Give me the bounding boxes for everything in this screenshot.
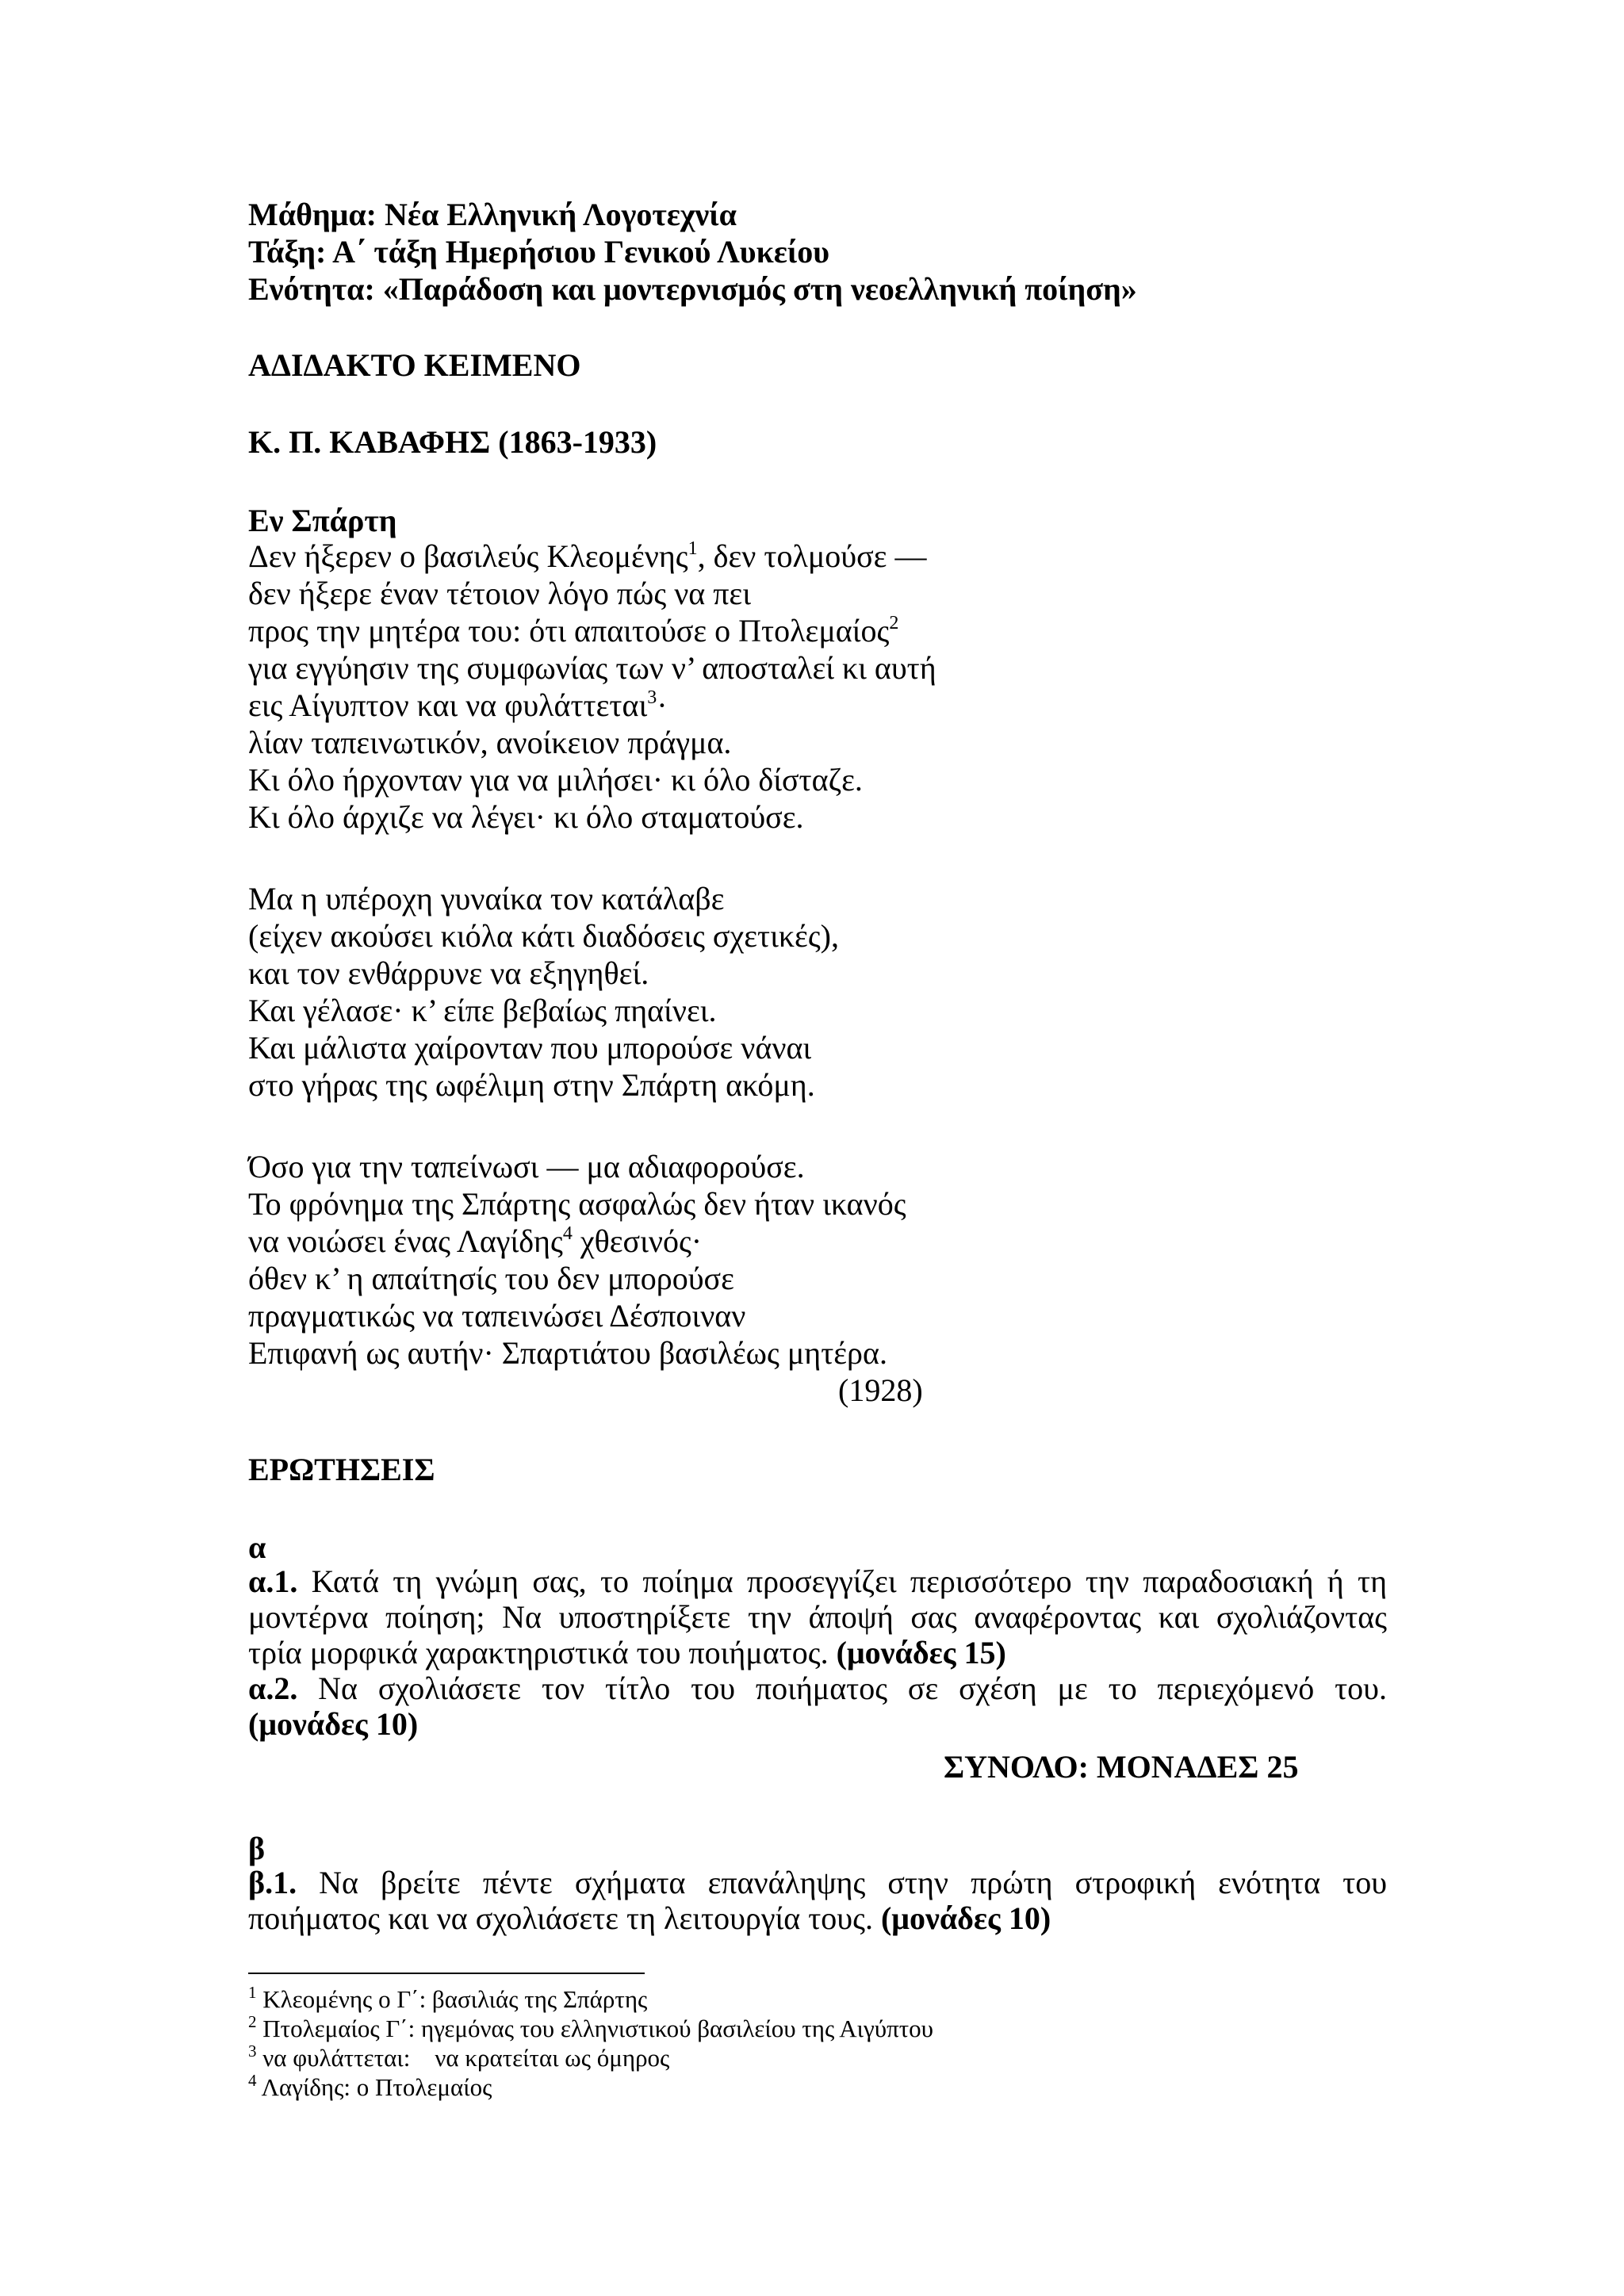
section-b-label: β	[248, 1831, 266, 1866]
question-points: (μονάδες 10)	[880, 1900, 1051, 1936]
question-text: ποιήματος και να σχολιάσετε τη λειτουργία τους.	[248, 1900, 873, 1936]
section-a-label-block	[248, 1529, 1387, 1566]
question-points: (μονάδες 15)	[836, 1635, 1006, 1670]
footnote-ref[interactable]: 3	[647, 687, 657, 708]
section-a-questions	[248, 1563, 1387, 1742]
poem-line: Το φρόνημα της Σπάρτης ασφαλώς δεν ήταν ικανός	[248, 1186, 906, 1222]
question-b1-line2	[248, 1900, 1387, 1936]
subject-line: Μάθημα: Νέα Ελληνική Λογοτεχνία	[248, 197, 737, 232]
poem-date: (1928)	[838, 1372, 923, 1408]
author-heading	[248, 423, 1387, 461]
poem-line-text: ·	[657, 687, 668, 723]
question-number: α.2.	[248, 1670, 298, 1706]
poem-line-text: εις Αίγυπτον και να φυλάττεται	[248, 687, 648, 723]
poem-line: Όσο για την ταπείνωσι — μα αδιαφορούσε.	[248, 1149, 805, 1184]
question-a1-line3	[248, 1635, 1387, 1670]
poem-line: Μα η υπέροχη γυναίκα τον κατάλαβε	[248, 881, 725, 916]
poem-stanza-1	[248, 538, 1387, 836]
footnote-text: να φυλάττεται: να κρατείται ως όμηρος	[262, 2044, 670, 2072]
unseen-title: ΑΔΙΔΑΚΤΟ ΚΕΙΜΕΝΟ	[248, 347, 581, 383]
footnote-number: 4	[248, 2071, 257, 2090]
footnote-text: Λαγίδης: ο Πτολεμαίος	[261, 2073, 492, 2101]
section-b-label-block	[248, 1830, 1387, 1867]
poem-line	[248, 612, 1387, 649]
question-a2-line2	[248, 1706, 1387, 1742]
poem-line: για εγγύησιν της συμφωνίας των ν’ αποσταλεί κι αυτή	[248, 650, 936, 686]
poem-line: στο γήρας της ωφέλιμη στην Σπάρτη ακόμη.	[248, 1067, 815, 1103]
poem-line-text: , δεν τολμούσε —	[697, 538, 927, 574]
poem-line	[248, 538, 1387, 575]
poem-line: και τον ενθάρρυνε να εξηγηθεί.	[248, 955, 649, 991]
poem-stanza-2	[248, 880, 1387, 1104]
questions-heading: ΕΡΩΤΗΣΕΙΣ	[248, 1452, 435, 1487]
footnote-ref[interactable]: 4	[562, 1223, 573, 1244]
question-b1-line1	[248, 1865, 1387, 1900]
footnote-number: 1	[248, 1983, 257, 2002]
poem-stanza-3	[248, 1148, 1387, 1372]
grade-line: Τάξη: Α΄ τάξη Ημερήσιου Γενικού Λυκείου	[248, 234, 830, 270]
poem-line: Επιφανή ως αυτήν· Σπαρτιάτου βασιλέως μητέρα.	[248, 1335, 887, 1371]
poem-line: λίαν ταπεινωτικόν, ανοίκειον πράγμα.	[248, 725, 732, 760]
question-points: (μονάδες 10)	[248, 1706, 419, 1742]
question-text: τρία μορφικά χαρακτηριστικά του ποιήματος.	[248, 1635, 829, 1670]
question-a1-line2: μοντέρνα ποίηση; Να υποστηρίξετε την άποψή σας αναφέροντας και σχολιάζοντας	[248, 1599, 1387, 1635]
footnote-ref[interactable]: 2	[889, 613, 899, 633]
author-name: Κ. Π. ΚΑΒΑΦΗΣ (1863-1933)	[248, 424, 657, 460]
poem-line: Κι όλο άρχιζε να λέγει· κι όλο σταματούσε.	[248, 799, 804, 835]
section-a-total: ΣΥΝΟΛΟ: ΜΟΝΑΔΕΣ 25	[944, 1749, 1299, 1785]
questions-heading-block	[248, 1451, 1387, 1488]
poem-line: όθεν κ’ η απαίτησίς του δεν μπορούσε	[248, 1261, 734, 1296]
question-text: Να σχολιάσετε τον τίτλο του ποιήματος σε σχέση με το περιεχόμενό του.	[318, 1670, 1387, 1706]
footnote-item	[248, 2014, 933, 2043]
footnote-separator	[248, 1973, 645, 1974]
unseen-text-heading	[248, 346, 1387, 384]
footnote-item	[248, 1984, 933, 2014]
footnote-number: 2	[248, 2012, 257, 2031]
poem-line-text: να νοιώσει ένας Λαγίδης	[248, 1223, 563, 1259]
poem-line: Και μάλιστα χαίρονταν που μπορούσε νάναι	[248, 1030, 812, 1066]
footnote-item	[248, 2072, 933, 2102]
footnote-number: 3	[248, 2042, 257, 2061]
poem-line: (είχεν ακούσει κιόλα κάτι διαδόσεις σχετικές),	[248, 918, 839, 954]
poem-line: Και γέλασε· κ’ είπε βεβαίως πηαίνει.	[248, 993, 717, 1028]
question-text: Κατά τη γνώμη σας, το ποίημα προσεγγίζει περισσότερο την παραδοσιακή ή τη	[311, 1563, 1388, 1599]
document-header	[248, 196, 1387, 308]
section-a-label: α	[248, 1529, 266, 1565]
poem-line	[248, 687, 1387, 724]
poem-line: πραγματικώς να ταπεινώσει Δέσποιναν	[248, 1298, 746, 1334]
poem-line: Κι όλο ήρχονταν για να μιλήσει· κι όλο δίσταζε.	[248, 762, 863, 798]
unit-line: Ενότητα: «Παράδοση και μοντερνισμός στη νεοελληνική ποίηση»	[248, 271, 1137, 307]
footnote-ref[interactable]: 1	[688, 538, 698, 559]
poem-line: δεν ήξερε έναν τέτοιον λόγο πώς να πει	[248, 576, 751, 611]
footnote-item	[248, 2043, 933, 2072]
poem-title-block	[248, 502, 1387, 539]
question-number: β.1.	[248, 1865, 297, 1900]
question-a2-line1	[248, 1670, 1387, 1706]
footnote-text: Κλεομένης ο Γ΄: βασιλιάς της Σπάρτης	[262, 1985, 648, 2013]
footnotes	[248, 1984, 933, 2102]
footnote-text: Πτολεμαίος Γ΄: ηγεμόνας του ελληνιστικού βασιλείου της Αιγύπτου	[262, 2015, 934, 2042]
question-text: Να βρείτε πέντε σχήματα επανάληψης στην πρώτη στροφική ενότητα του	[319, 1865, 1388, 1900]
question-number: α.1.	[248, 1563, 298, 1599]
poem-line-text: Δεν ήξερεν ο βασιλεύς Κλεομένης	[248, 538, 688, 574]
poem-title: Εν Σπάρτη	[248, 503, 397, 538]
poem-line-text: χθεσινός·	[572, 1223, 703, 1259]
question-a1-line1	[248, 1563, 1387, 1599]
section-b-questions	[248, 1865, 1387, 1936]
poem-line-text: προς την μητέρα του: ότι απαιτούσε ο Πτολεμαίος	[248, 613, 890, 649]
poem-line	[248, 1223, 1387, 1260]
